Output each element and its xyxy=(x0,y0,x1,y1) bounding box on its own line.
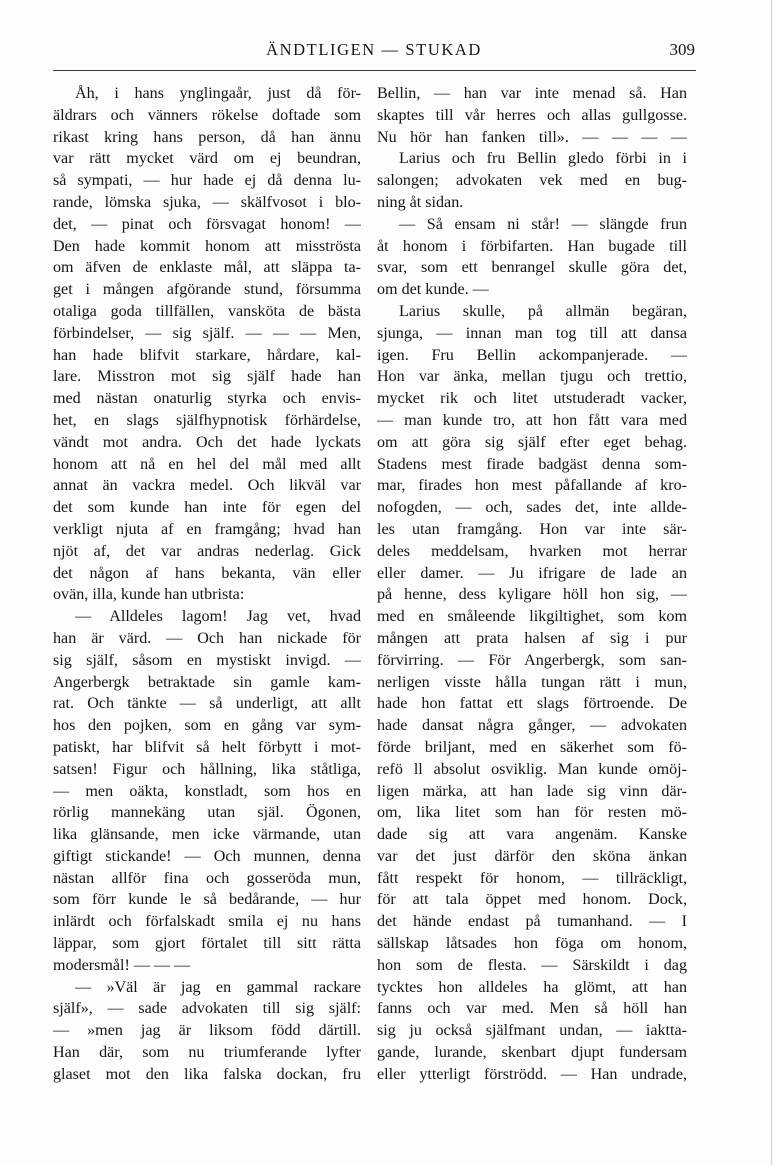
text-line: vändt mot andra. Och det hade lyckats xyxy=(53,433,361,451)
text-line: njöt af, det var andras nederlag. Gick xyxy=(53,542,361,560)
text-line: giftigt stickande! — Och munnen, denna xyxy=(53,847,361,865)
text-line: lare. Misstron mot sig själf hade han xyxy=(53,368,361,386)
text-line: otaliga goda tillfällen, vansköta de bästa xyxy=(53,302,361,320)
text-line: get i mången afgörande stund, försumma xyxy=(53,281,361,299)
text-line: dade sig att vara angenäm. Kanske xyxy=(377,826,687,844)
text-line: tycktes hon alldeles ha glömt, att han xyxy=(377,978,687,996)
text-line: själf», — sade advokaten till sig själf: xyxy=(53,1000,361,1018)
left-text-column xyxy=(53,83,361,1086)
text-line: på henne, dess kyligare höll hon sig, — xyxy=(377,586,687,604)
text-line: nästan allför fina och gosseröda mun, xyxy=(53,869,361,887)
text-line: — »Väl är jag en gammal rackare xyxy=(75,978,361,996)
header-rule xyxy=(53,70,696,71)
text-line: Angerbergk betraktade sin gamle kam- xyxy=(53,673,361,691)
text-line: han hade blifvit starkare, hårdare, kal- xyxy=(53,346,361,364)
text-line: sällskap låtsades hon föga om honom, xyxy=(377,935,687,953)
text-line: läppar, som gjort förtalet till sitt rätta xyxy=(53,935,361,953)
text-line: det hände endast på tumanhand. — I xyxy=(377,913,687,931)
text-line: nofogden, — och, sades det, inte allde- xyxy=(377,499,687,517)
text-line: — man kunde tro, att hon fått vara med xyxy=(377,411,687,429)
text-line: för att tala öppet med honom. Dock, xyxy=(377,891,687,909)
text-line: så sympati, — hur hade ej då denna lu- xyxy=(53,172,361,190)
text-line: patiskt, har blifvit så helt förbytt i mot- xyxy=(53,738,361,756)
text-line: Åh, i hans ynglingaår, just då för- xyxy=(75,85,361,102)
text-line: förde briljant, med en säkerhet som fö- xyxy=(377,738,687,756)
text-line: les utan framgång. Hon var inte sär- xyxy=(377,520,687,538)
text-line: deles meddelsam, hvarken mot herrar xyxy=(377,542,687,560)
text-line: rörlig mannekäng utan själ. Ögonen, xyxy=(53,804,361,822)
text-line: han är värd. — Och han nickade för xyxy=(53,629,361,647)
text-line: hon som de flesta. — Särskildt i dag xyxy=(377,956,687,974)
text-line: förbindelser, — sig själf. — — — Men, xyxy=(53,324,361,342)
text-line: hade hon fattat ett slags förtroende. De xyxy=(377,695,687,713)
text-line: om äfven de enklaste mål, att släppa ta- xyxy=(53,259,361,277)
text-line: — men oäkta, konstladt, som hos en xyxy=(53,782,361,800)
running-title: ÄNDTLIGEN — STUKAD xyxy=(266,40,482,59)
text-line: igen. Fru Bellin ackompanjerade. — xyxy=(377,346,687,364)
text-line: honom att nå en hel del mål med allt xyxy=(53,455,361,473)
text-line: annat än vackra medel. Och likväl var xyxy=(53,477,361,495)
text-line: Larius och fru Bellin gledo förbi in i xyxy=(399,150,687,168)
text-line: Nu hör han fanken till». — — — — xyxy=(377,128,687,146)
text-line: nerligen visste hålla tungan rätt i mun, xyxy=(377,673,687,691)
text-line: salongen; advokaten vek med en bug- xyxy=(377,172,687,190)
text-line: åt honom i förbifarten. Han bugade till xyxy=(377,237,687,255)
text-line: rat. Och tänkte — så underligt, att allt xyxy=(53,695,361,713)
text-line: svar, som ett benrangel skulle göra det, xyxy=(377,259,687,277)
text-line: hade dansat några gånger, — advokaten xyxy=(377,717,687,735)
text-line: sig själf, såsom en mystiskt invigd. — xyxy=(53,651,361,669)
text-line: inlärdt och förfalskadt smila ej nu hans xyxy=(53,913,361,931)
page-edge-line xyxy=(771,0,772,1165)
text-line: det, — pinat och försvagat honom! — xyxy=(53,215,361,233)
text-line: det som kunde han inte för egen del xyxy=(53,499,361,517)
text-line: det någon af hans bekanta, vän eller xyxy=(53,564,361,582)
text-line: rande, lömska sjuka, — skälfvosot i blo- xyxy=(53,193,361,211)
text-line: sig ju också själfmant undan, — iaktta- xyxy=(377,1022,687,1040)
text-line: Hon var änka, mellan tjugu och trettio, xyxy=(377,368,687,386)
text-line: Han där, som nu triumferande lyfter xyxy=(53,1044,361,1062)
text-line: mycket rik och litet utstuderadt vacker, xyxy=(377,390,687,408)
page-number: 309 xyxy=(669,40,695,59)
text-line: verkligt njuta af en framgång; hvad han xyxy=(53,520,361,538)
text-line: skaptes till vår herres och allas gullgosse. xyxy=(377,106,687,124)
text-line: om att göra sig själf efter eget behag. xyxy=(377,433,687,451)
text-line: refö ll absolut osviklig. Man kunde omöj- xyxy=(377,760,687,778)
text-line: Larius skulle, på allmän begäran, xyxy=(399,302,687,320)
text-line: som förr kunde le så bedårande, — hur xyxy=(53,891,361,909)
text-line: Den hade kommit honom att misströsta xyxy=(53,237,361,255)
right-text-column xyxy=(377,83,687,1086)
text-line: — »men jag är liksom född därtill. xyxy=(53,1022,361,1040)
text-line: med nästan onaturlig styrka och envis- xyxy=(53,390,361,408)
text-line: fått respekt för honom, — tillräckligt, xyxy=(377,869,687,887)
text-line: ligen märka, att han lade sig vinn där- xyxy=(377,782,687,800)
text-line: var det just därför den sköna änkan xyxy=(377,847,687,865)
page-header xyxy=(53,40,695,68)
text-line: Bellin, — han var inte menad så. Han xyxy=(377,85,687,102)
text-line: ovän, illa, kunde han utbrista: xyxy=(53,586,245,604)
text-line: äldrars och vänners rökelse doftade som xyxy=(53,106,361,124)
text-line: förvirring. — För Angerbergk, som san- xyxy=(377,651,687,669)
text-line: mången att prata halsen af sig i pur xyxy=(377,629,687,647)
text-line: lika glänsande, men icke värmande, utan xyxy=(53,826,361,844)
text-line: satsen! Figur och hållning, lika ståtliga, xyxy=(53,760,361,778)
text-line: om, lika litet som han för resten mö- xyxy=(377,804,687,822)
text-line: fanns och var med. Men så höll han xyxy=(377,1000,687,1018)
text-line: rikast kring hans person, då han ännu xyxy=(53,128,361,146)
text-line: glaset mot den lika falska dockan, fru xyxy=(53,1065,361,1083)
text-line: eller damer. — Ju ifrigare de lade an xyxy=(377,564,687,582)
text-line: mar, firades hon mest påfallande af kro- xyxy=(377,477,687,495)
text-line: eller ytterligt förströdd. — Han undrade, xyxy=(377,1065,687,1083)
text-line: Stadens mest firade badgäst denna som- xyxy=(377,455,687,473)
text-line: om det kunde. — xyxy=(377,281,489,299)
text-line: — Alldeles lagom! Jag vet, hvad xyxy=(75,608,361,626)
text-line: het, en slags själfhypnotisk förhärdelse, xyxy=(53,411,361,429)
text-line: gande, lurande, skenbart djupt fundersam xyxy=(377,1044,687,1062)
text-line: med en småleende likgiltighet, som kom xyxy=(377,608,687,626)
text-line: modersmål! — — — xyxy=(53,956,191,974)
text-line: hos den pojken, som en gång var sym- xyxy=(53,717,361,735)
text-line: — Så ensam ni står! — slängde frun xyxy=(399,215,687,233)
text-line: ning åt sidan. xyxy=(377,193,464,211)
text-line: sjunga, — innan man tog till att dansa xyxy=(377,324,687,342)
text-line: var rätt mycket värd om ej beundran, xyxy=(53,150,361,168)
